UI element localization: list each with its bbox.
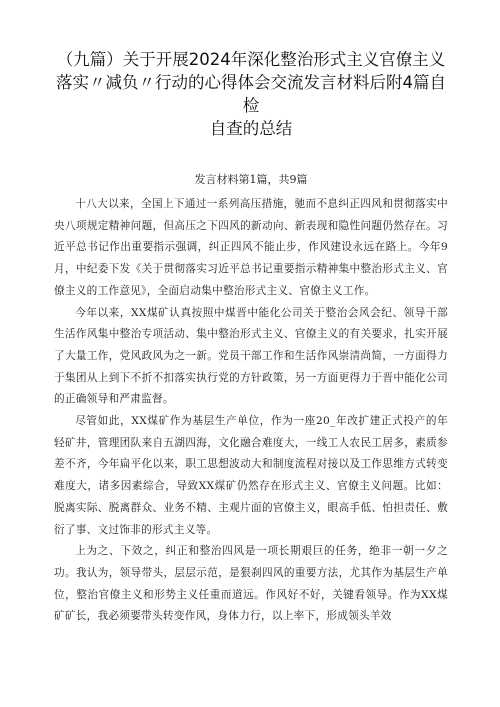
title-line: 自查的总结 [209,119,293,138]
document-title [54,48,448,140]
document-subtitle: 发言材料第1篇，共9篇 [194,173,308,186]
title-line: 落实〃减负〃行动的心得体会交流发言材料后附4篇自检 [56,73,446,115]
body-paragraph: 今年以来，XX煤矿认真按照中煤晋中能化公司关于整治会风会纪、领导干部生活作风集中整治专项活动、集中整治形式主义、官僚主义的有关要求，扎实开展了大量工作，党风政风为之一新。党员干部工作和生活作风崇清尚简，一方面得力于集团从上到下不折不扣落实执行党的方针政策，另一方面更得力于晋中能化公司的正确领导和严肃监督。 [54,306,448,406]
body-paragraph: 尽管如此，XX煤矿作为基层生产单位，作为一座20_年改扩建正式投产的年轻矿井，管理团队来自五湖四海，文化融合难度大，一线工人农民工居多，素质参差不齐，今年扁平化以来，职工思想波动大和制度流程对接以及工作思维方式转变难度大，诸多因素综合，导致XX煤矿仍然存在形式主义、官僚主义问题。比如：脱离实际、脱离群众、业务不精、主观片面的官僚主义，眼高手低、怕担责任、敷衍了事、文过饰非的形式主义等。 [54,415,448,536]
title-line: （九篇）关于开展2024年深化整治形式主义官僚主义 [56,50,446,69]
body-paragraph: 十八大以来，全国上下通过一系列高压措施，驰而不息纠正四风和贯彻落实中央八项规定精神问题，但高压之下四风的新动向、新表现和隐性问题仍然存在。习近平总书记作出重要指示强调，纠正四风不能止步，作风建设永远在路上。今年9月，中纪委下发《关于贯彻落实习近平总书记重要指示精神集中整治形式主义、官僚主义的工作意见》，全面启动集中整治形式主义、官僚主义工作。 [54,198,448,297]
body-paragraph: 上为之、下效之，纠正和整治四风是一项长期艰巨的任务，绝非一朝一夕之功。我认为，领导带头，层层示范，是狠刹四风的重要方法，尤其作为基层生产单位，整治官僚主义和形势主义任重而道远。作风好不好，关键看领导。作为XX煤矿矿长，我必须要带头转变作风，身体力行，以上率下，形成领头羊效 [54,545,448,623]
